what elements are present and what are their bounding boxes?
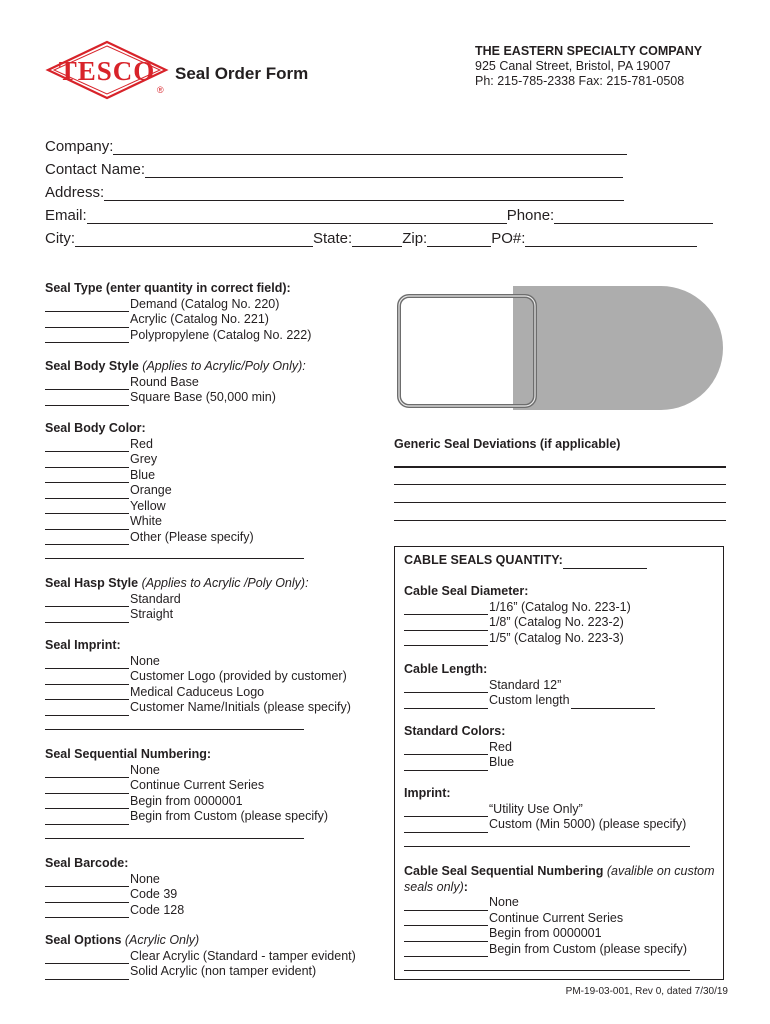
specify-line[interactable] bbox=[45, 546, 304, 559]
body-style-option: Square Base (50,000 min) bbox=[130, 390, 276, 404]
qty-blank[interactable] bbox=[45, 377, 129, 390]
cable-diameter-title: Cable Seal Diameter: bbox=[404, 584, 529, 598]
imprint-option: Medical Caduceus Logo bbox=[130, 684, 265, 699]
qty-blank[interactable] bbox=[45, 330, 129, 343]
cable-color-option: Blue bbox=[489, 755, 515, 769]
specify-line[interactable] bbox=[404, 958, 690, 971]
sequential-title: Seal Sequential Numbering: bbox=[45, 747, 212, 761]
seal-type-title: Seal Type (enter quantity in correct field): bbox=[45, 281, 291, 295]
company-info bbox=[475, 44, 702, 89]
qty-blank[interactable] bbox=[404, 618, 488, 631]
po-input-line[interactable] bbox=[525, 231, 697, 247]
qty-blank[interactable] bbox=[404, 913, 488, 926]
qty-blank[interactable] bbox=[45, 951, 129, 964]
imprint-section bbox=[45, 638, 351, 730]
hasp-style-title: Seal Hasp Style (Applies to Acrylic /Poly Only): bbox=[45, 576, 309, 590]
qty-blank[interactable] bbox=[45, 455, 129, 468]
body-style-title: Seal Body Style (Applies to Acrylic/Poly Only): bbox=[45, 359, 306, 373]
phone-input-line[interactable] bbox=[554, 208, 713, 224]
cable-diameter-option: 1/8” (Catalog No. 223-2) bbox=[489, 615, 624, 629]
qty-blank[interactable] bbox=[45, 765, 129, 778]
cable-sequential-title: Cable Seal Sequential Numbering (avalible on custom seals only): bbox=[404, 864, 715, 894]
body-color-option: Grey bbox=[130, 452, 158, 466]
body-color-option: White bbox=[130, 514, 162, 528]
qty-blank[interactable] bbox=[45, 687, 129, 700]
deviation-line[interactable] bbox=[394, 484, 726, 485]
form-title: Seal Order Form bbox=[175, 64, 309, 83]
qty-blank[interactable] bbox=[404, 633, 488, 646]
cable-diameter-option: 1/16” (Catalog No. 223-1) bbox=[489, 599, 631, 614]
sequential-option: Continue Current Series bbox=[130, 778, 265, 792]
email-field bbox=[45, 204, 713, 224]
cable-diameter-section bbox=[404, 584, 631, 646]
cable-length-section bbox=[404, 662, 656, 709]
body-color-title: Seal Body Color: bbox=[45, 421, 146, 435]
address-label: Address: bbox=[45, 184, 105, 201]
qty-blank[interactable] bbox=[45, 594, 129, 607]
cable-length-option: Custom length bbox=[489, 693, 570, 707]
body-style-option: Round Base bbox=[130, 374, 199, 389]
qty-blank[interactable] bbox=[404, 804, 488, 817]
cable-imprint-title: Imprint: bbox=[404, 786, 451, 800]
imprint-title: Seal Imprint: bbox=[45, 638, 121, 652]
cable-sequential-option: Continue Current Series bbox=[489, 910, 624, 925]
barcode-option: Code 39 bbox=[130, 887, 178, 901]
seal-options-option: Clear Acrylic (Standard - tamper evident) bbox=[130, 948, 356, 963]
city-field bbox=[45, 227, 697, 247]
hasp-style-option: Standard bbox=[130, 591, 181, 606]
qty-blank[interactable] bbox=[404, 742, 488, 755]
body-color-option: Other (Please specify) bbox=[130, 529, 254, 544]
qty-blank[interactable] bbox=[45, 656, 129, 669]
qty-blank[interactable] bbox=[404, 680, 488, 693]
seal-options-option: Solid Acrylic (non tamper evident) bbox=[130, 964, 317, 978]
imprint-option: Customer Logo (provided by customer) bbox=[130, 669, 347, 683]
city-label: City: bbox=[45, 230, 75, 247]
phone-label: Phone: bbox=[506, 207, 555, 224]
body-color-option: Red bbox=[130, 436, 153, 451]
cable-sequential-option: Begin from Custom (please specify) bbox=[489, 941, 687, 956]
state-label: State: bbox=[313, 230, 353, 247]
qty-blank[interactable] bbox=[45, 672, 129, 685]
qty-blank[interactable] bbox=[45, 470, 129, 483]
seal-illustration bbox=[393, 286, 723, 412]
specify-line[interactable] bbox=[45, 826, 304, 839]
qty-blank[interactable] bbox=[45, 393, 129, 406]
barcode-option: None bbox=[130, 871, 160, 886]
specify-line[interactable] bbox=[404, 834, 690, 847]
sequential-section bbox=[45, 747, 328, 839]
imprint-option: None bbox=[130, 653, 160, 668]
seal-options-title: Seal Options (Acrylic Only) bbox=[45, 933, 200, 947]
cable-sequential-section bbox=[404, 864, 720, 971]
barcode-section bbox=[45, 856, 184, 918]
company-input-line[interactable] bbox=[113, 139, 627, 155]
cable-length-option: Standard 12” bbox=[489, 677, 562, 692]
cable-imprint-option: “Utility Use Only” bbox=[489, 801, 583, 816]
zip-label: Zip: bbox=[402, 230, 428, 247]
qty-blank[interactable] bbox=[45, 532, 129, 545]
po-label: PO#: bbox=[491, 230, 526, 247]
city-input-line[interactable] bbox=[75, 231, 313, 247]
deviations-title: Generic Seal Deviations (if applicable) bbox=[394, 437, 621, 451]
hasp-style-option: Straight bbox=[130, 607, 174, 621]
zip-input-line[interactable] bbox=[427, 231, 491, 247]
seal-type-section bbox=[45, 281, 311, 343]
qty-blank[interactable] bbox=[404, 820, 488, 833]
cable-length-title: Cable Length: bbox=[404, 662, 488, 676]
address-field bbox=[45, 181, 624, 201]
cable-sequential-option: None bbox=[489, 895, 519, 909]
qty-blank[interactable] bbox=[45, 967, 129, 980]
state-input-line[interactable] bbox=[352, 231, 402, 247]
document-footer: PM-19-03-001, Rev 0, dated 7/30/19 bbox=[565, 986, 728, 997]
cable-quantity-label: CABLE SEALS QUANTITY: bbox=[404, 553, 563, 567]
qty-blank[interactable] bbox=[45, 486, 129, 499]
barcode-option: Code 128 bbox=[130, 902, 185, 917]
company-name: THE EASTERN SPECIALTY COMPANY bbox=[475, 44, 703, 58]
company-field bbox=[45, 135, 627, 155]
seal-options-section bbox=[45, 933, 356, 980]
cable-colors-title: Standard Colors: bbox=[404, 724, 506, 738]
qty-blank[interactable] bbox=[45, 439, 129, 452]
body-color-option: Yellow bbox=[130, 498, 166, 513]
cable-imprint-option: Custom (Min 5000) (please specify) bbox=[489, 817, 687, 831]
qty-blank[interactable] bbox=[404, 944, 488, 957]
contact-input-line[interactable] bbox=[145, 162, 623, 178]
qty-blank[interactable] bbox=[45, 299, 129, 312]
deviation-line[interactable] bbox=[394, 520, 726, 521]
sequential-option: Begin from 0000001 bbox=[130, 793, 243, 808]
qty-blank[interactable] bbox=[404, 602, 488, 615]
specify-line[interactable] bbox=[45, 717, 304, 730]
company-address: 925 Canal Street, Bristol, PA 19007 bbox=[475, 59, 671, 73]
qty-blank[interactable] bbox=[45, 315, 129, 328]
qty-blank[interactable] bbox=[45, 517, 129, 530]
seal-type-option: Polypropylene (Catalog No. 222) bbox=[130, 327, 312, 342]
qty-blank[interactable] bbox=[45, 781, 129, 794]
qty-blank[interactable] bbox=[45, 796, 129, 809]
qty-blank[interactable] bbox=[45, 874, 129, 887]
email-label: Email: bbox=[45, 207, 87, 224]
barcode-title: Seal Barcode: bbox=[45, 856, 129, 870]
body-color-option: Orange bbox=[130, 483, 172, 497]
cable-quantity-blank[interactable] bbox=[563, 556, 647, 569]
qty-blank[interactable] bbox=[45, 812, 129, 825]
cable-imprint-section bbox=[404, 786, 690, 847]
cable-sequential-option: Begin from 0000001 bbox=[489, 926, 602, 940]
sequential-option: None bbox=[130, 762, 160, 777]
contact-field bbox=[45, 158, 623, 178]
qty-blank[interactable] bbox=[45, 610, 129, 623]
qty-blank[interactable] bbox=[45, 905, 129, 918]
qty-blank[interactable] bbox=[404, 898, 488, 911]
sequential-option: Begin from Custom (please specify) bbox=[130, 809, 328, 823]
hasp-style-section bbox=[45, 576, 309, 623]
qty-blank[interactable] bbox=[45, 501, 129, 514]
logo-registered: ® bbox=[157, 85, 164, 95]
company-phone-fax: Ph: 215-785-2338 Fax: 215-781-0508 bbox=[475, 74, 685, 88]
logo-text: TESCO bbox=[58, 56, 156, 86]
qty-blank[interactable] bbox=[45, 703, 129, 716]
seal-type-option: Acrylic (Catalog No. 221) bbox=[130, 312, 269, 326]
cable-color-option: Red bbox=[489, 739, 512, 754]
tesco-logo bbox=[44, 40, 170, 100]
address-input-line[interactable] bbox=[104, 185, 624, 201]
body-style-section bbox=[45, 359, 306, 406]
deviation-line[interactable] bbox=[394, 466, 726, 468]
cable-quantity-row bbox=[404, 553, 648, 569]
contact-label: Contact Name: bbox=[45, 161, 146, 178]
qty-blank[interactable] bbox=[404, 696, 488, 709]
qty-blank[interactable] bbox=[404, 758, 488, 771]
qty-blank[interactable] bbox=[45, 890, 129, 903]
deviation-line[interactable] bbox=[394, 502, 726, 503]
seal-type-option: Demand (Catalog No. 220) bbox=[130, 296, 280, 311]
company-label: Company: bbox=[45, 138, 114, 155]
custom-length-blank[interactable] bbox=[571, 696, 655, 709]
cable-colors-section bbox=[404, 724, 514, 771]
body-color-option: Blue bbox=[130, 467, 156, 482]
imprint-option: Customer Name/Initials (please specify) bbox=[130, 700, 351, 714]
cable-diameter-option: 1/5” (Catalog No. 223-3) bbox=[489, 630, 624, 645]
body-color-section bbox=[45, 421, 304, 559]
qty-blank[interactable] bbox=[404, 929, 488, 942]
email-input-line[interactable] bbox=[87, 208, 507, 224]
